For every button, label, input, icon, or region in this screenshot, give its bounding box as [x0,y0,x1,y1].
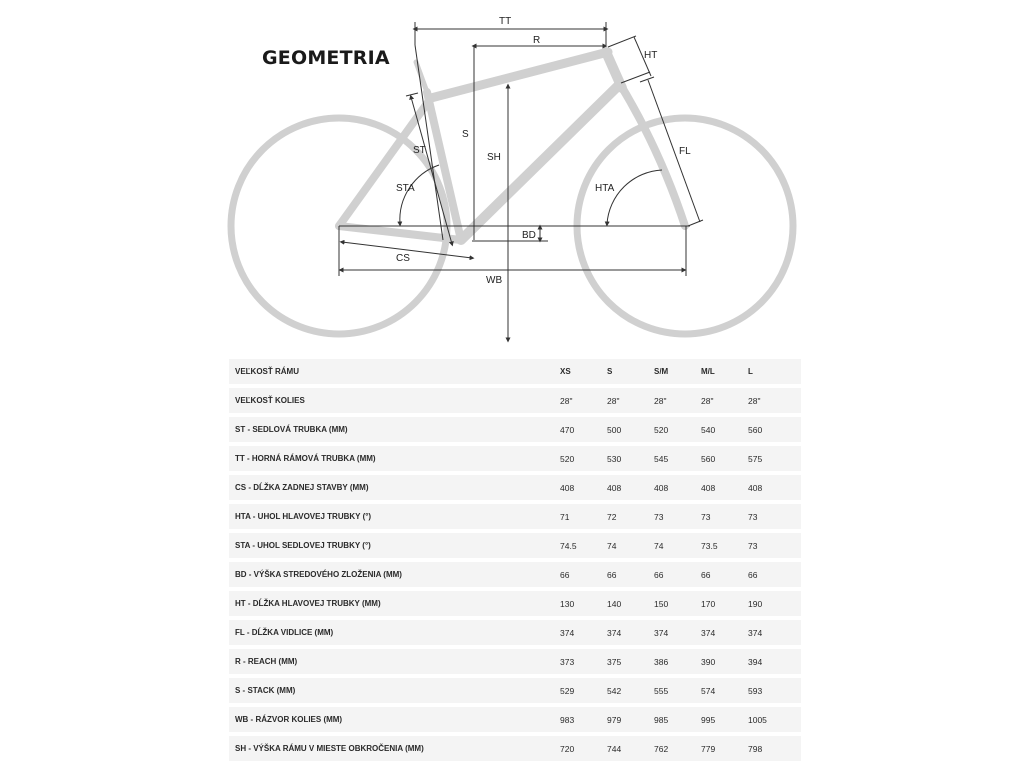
row-value: 73 [701,511,711,522]
label-sh: SH [487,152,501,163]
row-value: 520 [560,453,575,464]
table-row [229,504,801,529]
header-size-s: S [607,367,613,376]
row-value: 374 [607,627,622,638]
label-sta: STA [396,183,415,194]
top-tube [431,52,608,98]
row-value: 150 [654,598,669,609]
label-cs: CS [396,253,410,264]
row-label: VEĽKOSŤ KOLIES [235,396,305,405]
row-value: 140 [607,598,622,609]
row-label: HTA - UHOL HLAVOVEJ TRUBKY (°) [235,512,372,521]
row-value: 375 [607,656,622,667]
row-value: 73 [748,511,758,522]
table-row [229,417,801,442]
table-row [229,388,801,413]
row-value: 1005 [748,714,767,725]
row-value: 995 [701,714,716,725]
row-value: 28" [748,395,761,406]
table-row [229,475,801,500]
header-size-xs: XS [560,367,571,376]
row-value: 72 [607,511,617,522]
label-fl: FL [679,146,691,157]
row-value: 408 [701,482,716,493]
table-header-row [229,359,801,384]
row-value: 470 [560,424,575,435]
frame [339,52,685,240]
row-value: 408 [654,482,669,493]
table-row [229,649,801,674]
row-value: 28" [654,395,667,406]
geometry-table [229,359,801,765]
row-value: 73 [654,511,664,522]
row-value: 28" [560,395,573,406]
label-r: R [533,35,541,46]
row-value: 373 [560,656,575,667]
row-value: 574 [701,685,716,696]
row-label: WB - RÁZVOR KOLIES (MM) [235,715,343,724]
row-value: 530 [607,453,622,464]
row-value: 744 [607,743,622,754]
row-value: 979 [607,714,622,725]
row-value: 130 [560,598,575,609]
row-label: HT - DĹŽKA HLAVOVEJ TRUBKY (MM) [235,599,381,608]
row-value: 66 [560,569,570,580]
row-value: 374 [701,627,716,638]
row-value: 374 [748,627,763,638]
label-s: S [462,129,469,140]
row-value: 983 [560,714,575,725]
row-value: 408 [607,482,622,493]
row-value: 374 [560,627,575,638]
header-size-sm: S/M [654,367,669,376]
row-value: 66 [701,569,711,580]
table-row [229,562,801,587]
row-value: 190 [748,598,763,609]
row-value: 28" [701,395,714,406]
row-value: 985 [654,714,669,725]
table-row [229,736,801,761]
row-value: 555 [654,685,669,696]
header-size-ml: M/L [701,367,715,376]
row-label: ST - SEDLOVÁ TRUBKA (MM) [235,425,348,434]
table-row [229,446,801,471]
row-value: 73.5 [701,540,718,551]
row-value: 74.5 [560,540,577,551]
row-value: 520 [654,424,669,435]
row-value: 540 [701,424,716,435]
row-value: 720 [560,743,575,754]
label-st: ST [413,145,426,156]
label-hta: HTA [595,183,615,194]
row-value: 593 [748,685,763,696]
table-row [229,533,801,558]
row-value: 74 [654,540,664,551]
row-value: 390 [701,656,716,667]
row-value: 545 [654,453,669,464]
row-value: 575 [748,453,763,464]
row-value: 28" [607,395,620,406]
row-value: 798 [748,743,763,754]
row-value: 71 [560,511,570,522]
row-value: 66 [607,569,617,580]
row-label: TT - HORNÁ RÁMOVÁ TRUBKA (MM) [235,454,376,463]
row-label: STA - UHOL SEDLOVEJ TRUBKY (°) [235,541,371,550]
label-bd: BD [522,230,536,241]
row-value: 542 [607,685,622,696]
row-value: 66 [748,569,758,580]
row-value: 408 [748,482,763,493]
row-value: 560 [701,453,716,464]
row-label: CS - DĹŽKA ZADNEJ STAVBY (MM) [235,483,369,492]
row-value: 529 [560,685,575,696]
row-value: 394 [748,656,763,667]
row-value: 779 [701,743,716,754]
row-value: 560 [748,424,763,435]
header-size-l: L [748,367,753,376]
row-value: 762 [654,743,669,754]
header-label: VEĽKOSŤ RÁMU [235,367,299,376]
row-value: 73 [748,540,758,551]
row-value: 386 [654,656,669,667]
row-label: SH - VÝŠKA RÁMU V MIESTE OBKROČENIA (MM) [235,744,424,753]
page-title: GEOMETRIA [262,47,390,69]
label-wb: WB [486,275,503,286]
row-value: 66 [654,569,664,580]
table-row [229,620,801,645]
table-body [229,388,801,761]
row-value: 500 [607,424,622,435]
table-row [229,678,801,703]
bike-geometry-diagram [0,0,1024,345]
row-value: 74 [607,540,617,551]
row-value: 374 [654,627,669,638]
row-value: 170 [701,598,716,609]
label-ht: HT [644,50,658,61]
row-value: 408 [560,482,575,493]
row-label: R - REACH (MM) [235,657,298,666]
table-row [229,591,801,616]
row-label: BD - VÝŠKA STREDOVÉHO ZLOŽENIA (MM) [235,570,402,579]
row-label: FL - DĹŽKA VIDLICE (MM) [235,628,334,637]
row-label: S - STACK (MM) [235,686,296,695]
label-tt: TT [499,16,512,27]
table-row [229,707,801,732]
